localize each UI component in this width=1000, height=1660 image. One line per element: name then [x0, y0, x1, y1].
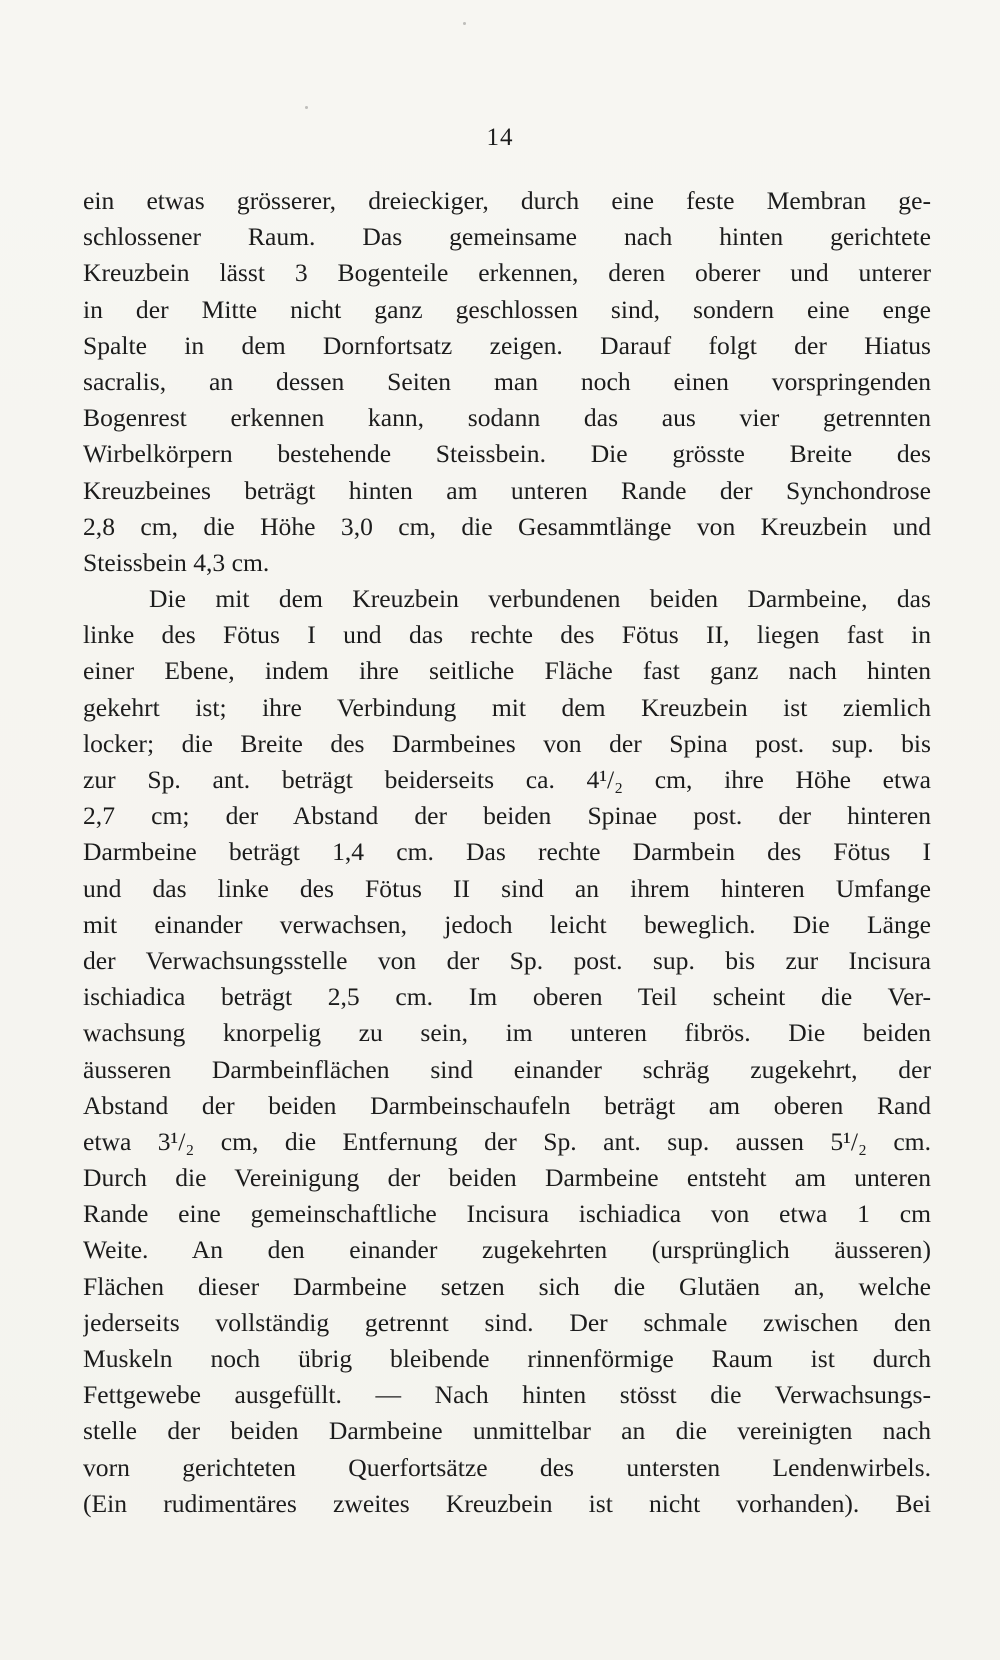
text-line: Kreuzbeines beträgt hinten am unteren Rande der Synchondrose [83, 475, 931, 505]
text-line: Durch die Vereinigung der beiden Darmbeine entsteht am unteren [83, 1163, 931, 1193]
paper-speck [463, 22, 466, 25]
text-line: sacralis, an dessen Seiten man noch einen vorspringenden [83, 366, 931, 396]
text-line: schlossener Raum. Das gemeinsame nach hinten gerichtete [83, 222, 931, 252]
text-line: Abstand der beiden Darmbeinschaufeln beträgt am oberen Rand [83, 1090, 931, 1120]
text-line: Muskeln noch übrig bleibende rinnenförmige Raum ist durch [83, 1344, 931, 1373]
paper-speck [305, 106, 308, 109]
text-line: ischiadica beträgt 2,5 cm. Im oberen Teil scheint die Ver- [83, 982, 931, 1012]
text-line: Flächen dieser Darmbeine setzen sich die Glutäen an, welche [83, 1271, 931, 1301]
text-line: Wirbelkörpern bestehende Steissbein. Die grösste Breite des [83, 439, 931, 469]
text-line: einer Ebene, indem ihre seitliche Fläche fast ganz nach hinten [83, 656, 931, 686]
text-line: in der Mitte nicht ganz geschlossen sind, sondern eine enge [83, 294, 931, 324]
text-line: Darmbeine beträgt 1,4 cm. Das rechte Darmbein des Fötus I [83, 837, 931, 867]
text-line: und das linke des Fötus II sind an ihrem hinteren Umfange [83, 873, 931, 903]
text-line: linke des Fötus I und das rechte des Fötus II, liegen fast in [83, 620, 931, 650]
text-line: Bogenrest erkennen kann, sodann das aus vier getrennten [83, 403, 931, 433]
text-line: Weite. An den einander zugekehrten (ursprünglich äusseren) [83, 1235, 931, 1265]
body-text [83, 183, 931, 1522]
text-line: 2,8 cm, die Höhe 3,0 cm, die Gesammtlänge von Kreuzbein und [83, 511, 931, 541]
text-line: Rande eine gemeinschaftliche Incisura ischiadica von etwa 1 cm [83, 1199, 931, 1229]
text-line: Steissbein 4,3 cm. [83, 547, 270, 577]
text-line: äusseren Darmbeinflächen sind einander schräg zugekehrt, der [83, 1054, 931, 1084]
text-line: Spalte in dem Dornfortsatz zeigen. Darauf folgt der Hiatus [83, 330, 931, 360]
text-line: wachsung knorpelig zu sein, im unteren fibrös. Die beiden [83, 1018, 931, 1048]
text-line: ein etwas grösserer, dreieckiger, durch eine feste Membran ge- [83, 186, 931, 215]
page-number: 14 [486, 124, 514, 151]
text-line: (Ein rudimentäres zweites Kreuzbein ist nicht vorhanden). Bei [83, 1488, 931, 1518]
text-line: Die mit dem Kreuzbein verbundenen beiden Darmbeine, das [149, 584, 931, 614]
text-line: locker; die Breite des Darmbeines von der Spina post. sup. bis [83, 728, 931, 758]
text-line: der Verwachsungsstelle von der Sp. post. sup. bis zur Incisura [83, 945, 931, 975]
text-line: 2,7 cm; der Abstand der beiden Spinae post. der hinteren [83, 801, 931, 831]
text-line: etwa 3¹/₂ cm, die Entfernung der Sp. ant. sup. aussen 5¹/₂ cm. [83, 1126, 931, 1156]
text-line: Kreuzbein lässt 3 Bogenteile erkennen, deren oberer und unterer [83, 258, 931, 288]
text-line: jederseits vollständig getrennt sind. Der schmale zwischen den [83, 1307, 931, 1337]
text-line: vorn gerichteten Querfortsätze des untersten Lendenwirbels. [83, 1452, 931, 1482]
text-line: stelle der beiden Darmbeine unmittelbar an die vereinigten nach [83, 1416, 931, 1446]
text-line: Fettgewebe ausgefüllt. — Nach hinten stösst die Verwachsungs- [83, 1380, 931, 1410]
text-line: zur Sp. ant. beträgt beiderseits ca. 4¹/₂ cm, ihre Höhe etwa [83, 765, 931, 794]
text-line: gekehrt ist; ihre Verbindung mit dem Kreuzbein ist ziemlich [83, 692, 931, 722]
text-line: mit einander verwachsen, jedoch leicht beweglich. Die Länge [83, 909, 931, 939]
